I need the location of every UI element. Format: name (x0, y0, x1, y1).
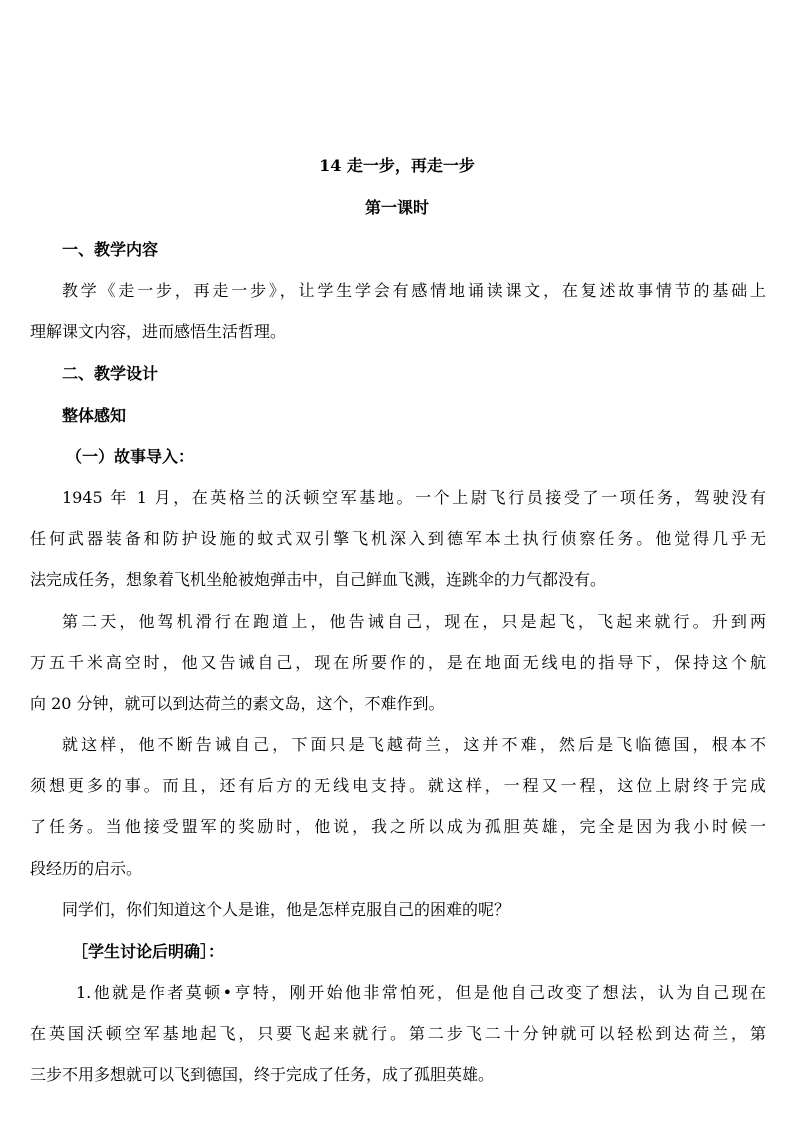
paragraph-line: 第二天，他驾机滑行在跑道上，他告诫自己，现在，只是起飞，飞起来就行。升到两 (62, 612, 766, 631)
paragraph-line: 法完成任务，想象着飞机坐舱被炮弹击中，自己鲜血飞溅，连跳伞的力气都没有。 (30, 570, 607, 589)
section-heading-teaching-content: 一、教学内容 (62, 240, 159, 259)
section-heading-teaching-design: 二、教学设计 (62, 364, 159, 383)
paragraph-line: 向 20 分钟，就可以到达荷兰的素文岛，这个，不难作到。 (30, 694, 445, 713)
part-heading-story-intro: （一）故事导入： (66, 447, 195, 466)
paragraph-line: 理解课文内容，进而感悟生活哲理。 (30, 322, 287, 341)
paragraph-line: 在英国沃顿空军基地起飞，只要飞起来就行。第二步飞二十分钟就可以轻松到达荷兰，第 (30, 1024, 766, 1043)
document-title: 14 走一步，再走一步 (319, 156, 475, 175)
paragraph-line: 了任务。当他接受盟军的奖励时，他说，我之所以成为孤胆英雄，完全是因为我小时候一 (30, 817, 766, 836)
paragraph-line: 1945 年 1 月，在英格兰的沃顿空军基地。一个上尉飞行员接受了一项任务，驾驶没有 (62, 488, 766, 507)
paragraph-line: 就这样，他不断告诫自己，下面只是飞越荷兰，这并不难，然后是飞临德国，根本不 (62, 735, 766, 754)
paragraph-line: 须想更多的事。而且，还有后方的无线电支持。就这样，一程又一程，这位上尉终于完成 (30, 776, 766, 795)
paragraph-line: 1.他就是作者莫顿•亨特，刚开始他非常怕死，但是他自己改变了想法，认为自己现在 (76, 983, 766, 1002)
document-subtitle: 第一课时 (364, 198, 429, 217)
paragraph-line: 任何武器装备和防护设施的蚊式双引擎飞机深入到德军本土执行侦察任务。他觉得几乎无 (30, 529, 766, 548)
paragraph-line: 教学《走一步，再走一步》，让学生学会有感情地诵读课文，在复述故事情节的基础上 (62, 281, 766, 300)
subheading-overall-perception: 整体感知 (62, 406, 127, 425)
discussion-heading: ［学生讨论后明确］： (72, 942, 225, 961)
paragraph-line: 三步不用多想就可以飞到德国，终于完成了任务，成了孤胆英雄。 (30, 1065, 495, 1084)
paragraph-line: 万五千米高空时，他又告诫自己，现在所要作的，是在地面无线电的指导下，保持这个航 (30, 653, 766, 672)
paragraph-line: 段经历的启示。 (30, 859, 143, 878)
question-line: 同学们，你们知道这个人是谁，他是怎样克服自己的困难的呢？ (62, 900, 511, 919)
